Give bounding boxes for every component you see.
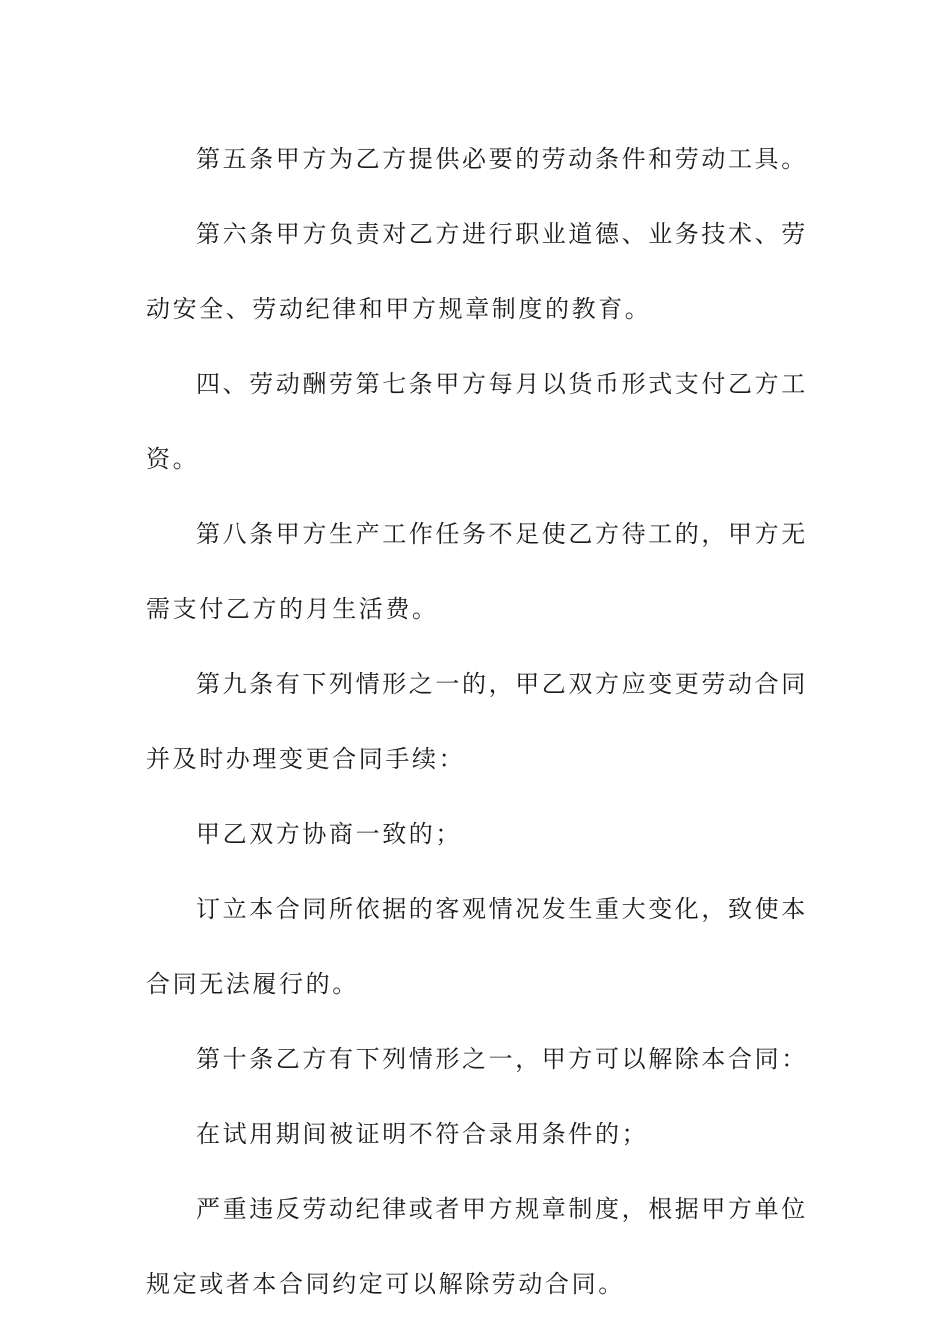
paragraph-article-5: 第五条甲方为乙方提供必要的劳动条件和劳动工具。 bbox=[196, 145, 808, 173]
paragraph-article-7: 四、劳动酬劳第七条甲方每月以货币形式支付乙方工资。 bbox=[146, 370, 808, 473]
paragraph-article-6: 第六条甲方负责对乙方进行职业道德、业务技术、劳动安全、劳动纪律和甲方规章制度的教育。 bbox=[146, 220, 808, 323]
paragraph-article-9-item-2: 订立本合同所依据的客观情况发生重大变化，致使本合同无法履行的。 bbox=[146, 895, 808, 998]
paragraph-article-9: 第九条有下列情形之一的，甲乙双方应变更劳动合同并及时办理变更合同手续： bbox=[146, 670, 808, 773]
document-body bbox=[146, 122, 808, 1322]
paragraph-article-9-item-1: 甲乙双方协商一致的； bbox=[196, 820, 462, 848]
paragraph-article-10-item-2: 严重违反劳动纪律或者甲方规章制度，根据甲方单位规定或者本合同约定可以解除劳动合同。 bbox=[146, 1195, 808, 1298]
paragraph-article-10: 第十条乙方有下列情形之一，甲方可以解除本合同： bbox=[196, 1045, 808, 1073]
paragraph-article-8: 第八条甲方生产工作任务不足使乙方待工的，甲方无需支付乙方的月生活费。 bbox=[146, 520, 808, 623]
paragraph-article-10-item-1: 在试用期间被证明不符合录用条件的； bbox=[196, 1120, 649, 1148]
